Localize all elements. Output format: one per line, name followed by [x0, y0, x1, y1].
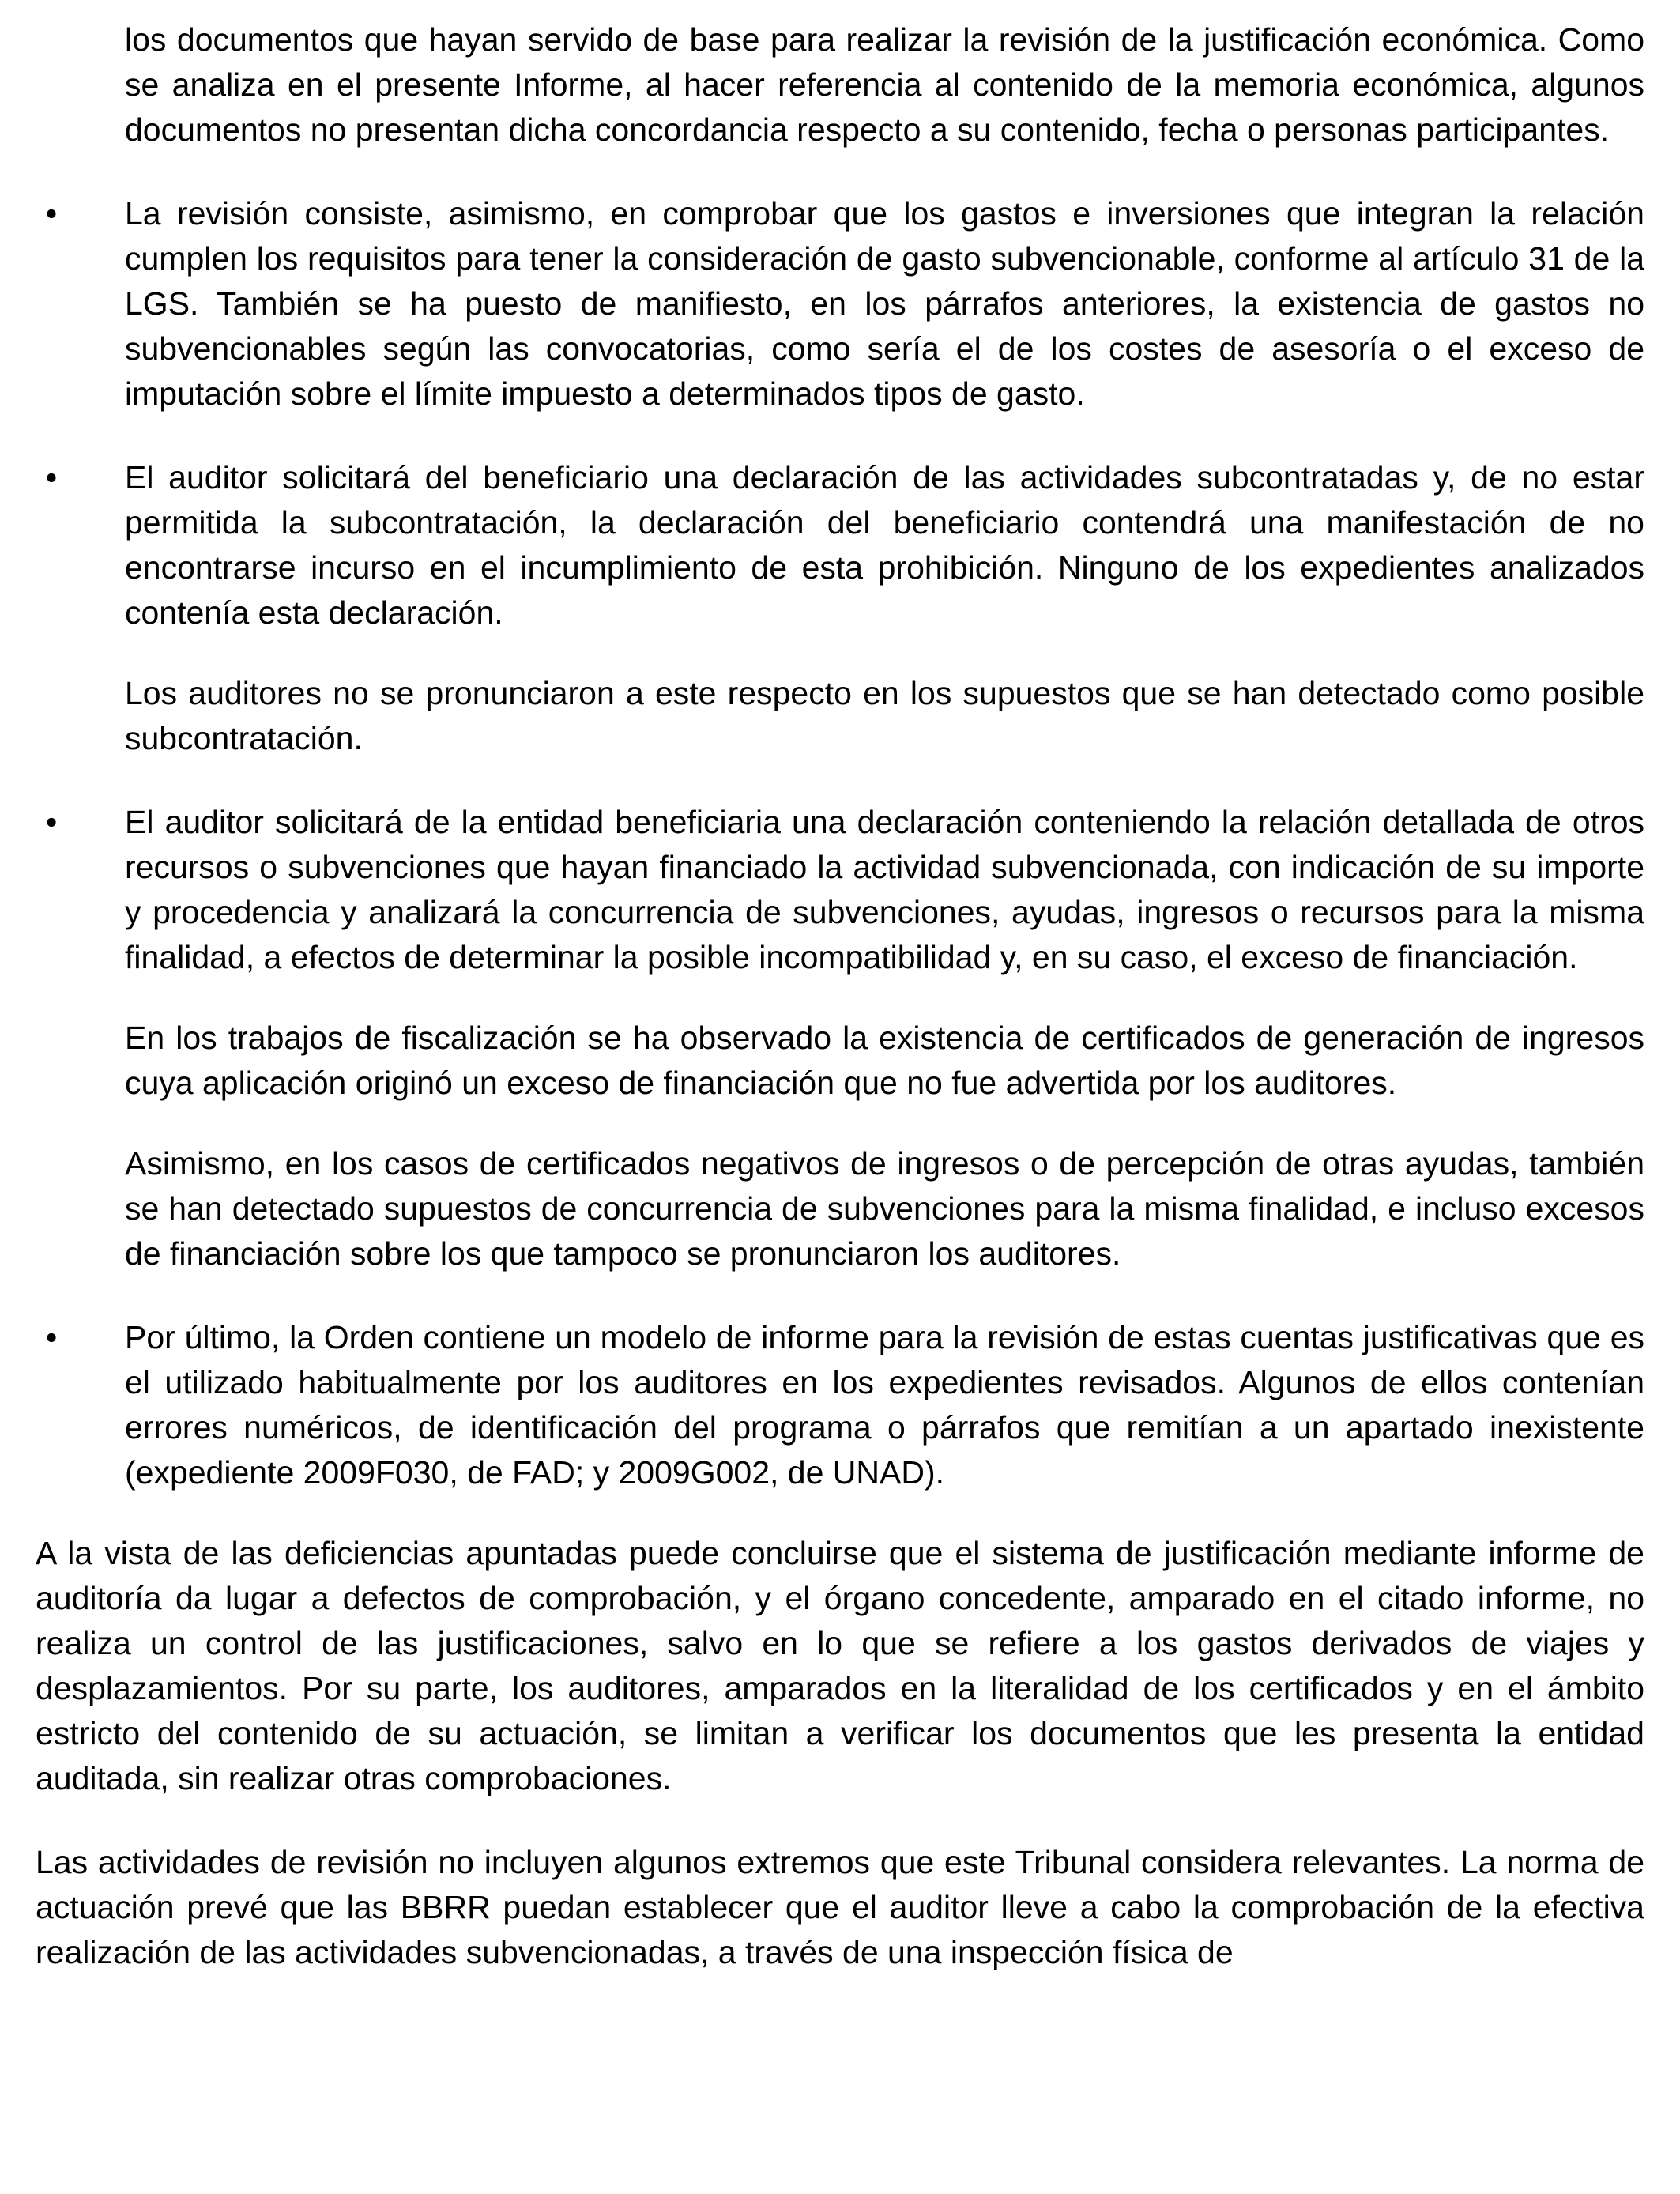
- bullet-dot-icon: •: [45, 459, 58, 496]
- paragraph-fiscalizacion: En los trabajos de fiscalización se ha observado la existencia de certificados de generación de ingresos cuya aplicación originó un exceso de financiación que no fue advertida por los auditores.: [125, 1020, 1644, 1101]
- bullet-text-revision: La revisión consiste, asimismo, en comprobar que los gastos e inversiones que integran la relación cumplen los requisitos para tener la consideración de gasto subvencionable, conforme al artículo 31 de la LGS. También se ha puesto de manifiesto, en los párrafos anteriores, la existencia de gastos no subvencionables según las convocatorias, como sería el de los costes de asesoría o el exceso de imputación sobre el límite impuesto a determinados tipos de gasto.: [125, 195, 1644, 412]
- bullet-text-subcontratacion: El auditor solicitará del beneficiario una declaración de las actividades subcontratadas y, de no estar permitida la subcontratación, la declaración del beneficiario contendrá una manifestación de no encontrarse incurso en el incumplimiento de esta prohibición. Ninguno de los expedientes analizados contenía esta declaración.: [125, 459, 1644, 631]
- paragraph-conclusion: A la vista de las deficiencias apuntadas puede concluirse que el sistema de justificación mediante informe de auditoría da lugar a defectos de comprobación, y el órgano concedente, amparado en el citado informe, no realiza un control de las justificaciones, salvo en lo que se refiere a los gastos derivados de viajes y desplazamientos. Por su parte, los auditores, amparados en la literalidad de los certificados y en el ámbito estricto del contenido de su actuación, se limitan a verificar los documentos que les presenta la entidad auditada, sin realizar otras comprobaciones.: [36, 1535, 1644, 1796]
- bullet-dot-icon: •: [45, 195, 58, 232]
- bullet-text-modelo-informe: Por último, la Orden contiene un modelo de informe para la revisión de estas cuentas justificativas que es el utilizado habitualmente por los auditores en los expedientes revisados. Algunos de ellos contenían errores numéricos, de identificación del programa o párrafos que remitían a un apartado inexistente (expediente 2009F030, de FAD; y 2009G002, de UNAD).: [125, 1319, 1644, 1491]
- paragraph-intro: los documentos que hayan servido de base para realizar la revisión de la justificación económica. Como se analiza en el presente Informe, al hacer referencia al contenido de la memoria económica, algunos documentos no presentan dicha concordancia respecto a su contenido, fecha o personas participantes.: [125, 21, 1644, 148]
- bullet-dot-icon: •: [45, 804, 58, 840]
- bullet-item-revision: [45, 191, 1644, 417]
- paragraph-actividades-revision: Las actividades de revisión no incluyen algunos extremos que este Tribunal considera relevantes. La norma de actuación prevé que las BBRR puedan establecer que el auditor lleve a cabo la comprobación de la efectiva realización de las actividades subvencionadas, a través de una inspección física de: [36, 1844, 1644, 1970]
- bullet-item-modelo-informe: [45, 1315, 1644, 1495]
- document-body: [36, 17, 1644, 1975]
- bullet-item-subcontratacion: [45, 455, 1644, 635]
- bullet-dot-icon: •: [45, 1319, 58, 1355]
- bullet-text-otros-recursos: El auditor solicitará de la entidad beneficiaria una declaración conteniendo la relación detallada de otros recursos o subvenciones que hayan financiado la actividad subvencionada, con indicación de su importe y procedencia y analizará la concurrencia de subvenciones, ayudas, ingresos o recursos para la misma finalidad, a efectos de determinar la posible incompatibilidad y, en su caso, el exceso de financiación.: [125, 804, 1644, 975]
- bullet-item-otros-recursos: [45, 800, 1644, 980]
- paragraph-auditores-subcontratacion: Los auditores no se pronunciaron a este respecto en los supuestos que se han detectado como posible subcontratación.: [125, 675, 1644, 756]
- paragraph-certificados-negativos: Asimismo, en los casos de certificados negativos de ingresos o de percepción de otras ayudas, también se han detectado supuestos de concurrencia de subvenciones para la misma finalidad, e incluso excesos de financiación sobre los que tampoco se pronunciaron los auditores.: [125, 1145, 1644, 1272]
